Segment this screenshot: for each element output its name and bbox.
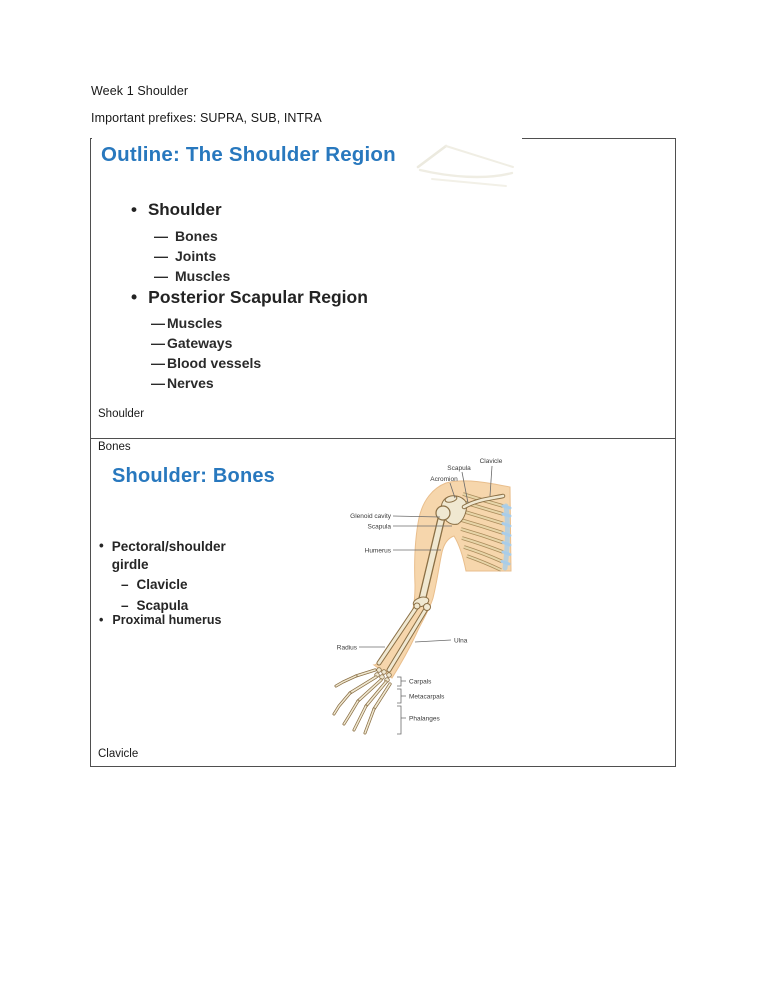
doc-subheading: Important prefixes: SUPRA, SUB, INTRA bbox=[91, 111, 322, 125]
slide1-caption: Shoulder bbox=[98, 408, 145, 420]
label-carpals: Carpals bbox=[409, 678, 432, 686]
sub-item-joints bbox=[154, 246, 230, 266]
sub-item-label: Scapula bbox=[136, 598, 189, 613]
slide1-title: Outline: The Shoulder Region bbox=[101, 143, 396, 166]
doc-heading: Week 1 Shoulder bbox=[91, 84, 189, 98]
bullet-label: Shoulder bbox=[147, 200, 222, 219]
table-row-divider bbox=[90, 438, 676, 439]
sub-item-label: Bones bbox=[175, 228, 218, 244]
sub-item-label: Joints bbox=[175, 248, 217, 264]
dash-bullet: — bbox=[151, 375, 165, 391]
sub-item-muscles bbox=[154, 266, 230, 286]
sub-item-bones bbox=[154, 226, 230, 246]
hand-bones bbox=[334, 668, 391, 733]
slide1-sublist-1 bbox=[154, 226, 230, 286]
label-acromion: Acromion bbox=[430, 476, 458, 483]
dash-bullet: – bbox=[121, 577, 129, 592]
dash-bullet: — bbox=[154, 248, 168, 264]
label-ulna: Ulna bbox=[454, 637, 468, 645]
slide2-bullet-pectoral bbox=[99, 538, 226, 574]
sub-item-gateways bbox=[151, 333, 261, 353]
sub-item-label: Gateways bbox=[167, 335, 233, 351]
sub-item-nerves bbox=[151, 373, 261, 393]
label-humerus: Humerus bbox=[364, 547, 391, 555]
watermark-sketch-icon bbox=[410, 137, 520, 195]
slide2-caption-bottom: Clavicle bbox=[98, 748, 139, 760]
label-scapula-top: Scapula bbox=[447, 465, 471, 472]
bullet-dot: • bbox=[131, 200, 137, 219]
label-metacarpals: Metacarpals bbox=[409, 693, 445, 701]
slide2-title: Shoulder: Bones bbox=[112, 465, 276, 487]
bullet-label: Proximal humerus bbox=[112, 613, 222, 627]
dash-bullet: — bbox=[151, 315, 165, 331]
sub-item-blood-vessels bbox=[151, 353, 261, 373]
label-phalanges: Phalanges bbox=[409, 715, 440, 723]
bullet-label-line2: girdle bbox=[111, 557, 149, 572]
dash-bullet: — bbox=[151, 335, 165, 351]
label-glenoid-cavity: Glenoid cavity bbox=[350, 513, 391, 520]
label-scapula-left: Scapula bbox=[367, 523, 391, 531]
sub-item-label: Blood vessels bbox=[167, 355, 262, 371]
sub-item-label: Clavicle bbox=[136, 577, 188, 592]
sub-item-clavicle bbox=[121, 574, 188, 595]
slide2-bullet-proximal-humerus bbox=[99, 613, 221, 627]
sub-item-label: Muscles bbox=[167, 315, 223, 331]
dash-bullet: — bbox=[151, 355, 165, 371]
slide1-sublist-2 bbox=[151, 313, 261, 393]
slide1-bullet-posterior bbox=[131, 287, 368, 308]
sub-item-label: Muscles bbox=[175, 268, 231, 284]
bullet-dot: • bbox=[99, 538, 104, 553]
arm-skeleton-diagram bbox=[330, 450, 590, 745]
bullet-dot: • bbox=[99, 613, 104, 627]
slide2-sublist bbox=[121, 574, 188, 616]
sub-item-muscles2 bbox=[151, 313, 261, 333]
label-radius: Radius bbox=[336, 644, 357, 652]
dash-bullet: – bbox=[121, 598, 129, 613]
bullet-label: Posterior Scapular Region bbox=[148, 287, 368, 307]
dash-bullet: — bbox=[154, 268, 168, 284]
dash-bullet: — bbox=[154, 228, 168, 244]
sub-item-label: Nerves bbox=[167, 375, 214, 391]
bullet-label-line1: Pectoral/shoulder bbox=[111, 539, 226, 554]
bullet-dot: • bbox=[131, 287, 138, 307]
slide1-bullet-shoulder bbox=[131, 200, 222, 220]
label-clavicle: Clavicle bbox=[479, 458, 503, 465]
slide2-caption-top: Bones bbox=[98, 441, 131, 453]
